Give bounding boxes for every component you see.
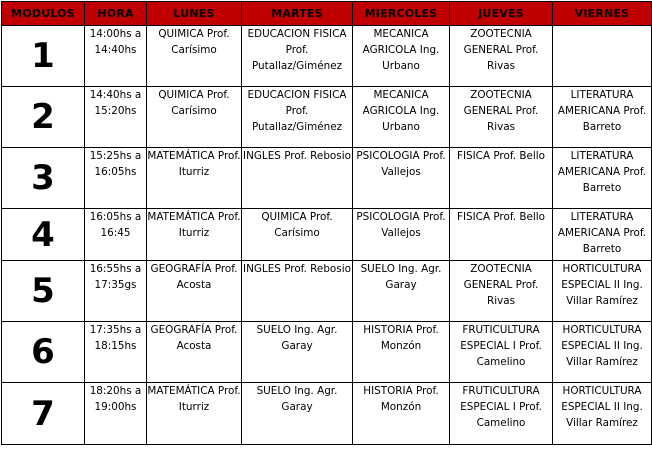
viernes-cell: HORTICULTURA ESPECIAL II Ing. Villar Ramírez [553, 322, 652, 383]
martes-cell: INGLES Prof. Rebosio [242, 261, 353, 322]
module-number: 1 [2, 26, 85, 87]
header-lunes: LUNES [147, 2, 242, 26]
table-row [2, 26, 652, 87]
header-row [2, 2, 652, 26]
table-row [2, 383, 652, 445]
martes-cell: EDUCACION FISICA Prof. Putallaz/Giménez [242, 26, 353, 87]
time-cell: 14:40hs a 15:20hs [85, 87, 147, 148]
time-cell: 17:35hs a 18:15hs [85, 322, 147, 383]
header-modulos: MODULOS [2, 2, 85, 26]
miercoles-cell: PSICOLOGIA Prof. Vallejos [353, 148, 450, 209]
time-cell: 16:05hs a 16:45 [85, 209, 147, 261]
time-cell: 14:00hs a 14:40hs [85, 26, 147, 87]
jueves-cell: FISICA Prof. Bello [450, 209, 553, 261]
class-schedule-table [1, 1, 652, 445]
martes-cell: SUELO Ing. Agr. Garay [242, 383, 353, 445]
header-jueves: JUEVES [450, 2, 553, 26]
miercoles-cell: PSICOLOGIA Prof. Vallejos [353, 209, 450, 261]
lunes-cell: QUIMICA Prof. Carísimo [147, 87, 242, 148]
martes-cell: EDUCACION FISICA Prof. Putallaz/Giménez [242, 87, 353, 148]
miercoles-cell: HISTORIA Prof. Monzón [353, 322, 450, 383]
viernes-cell: LITERATURA AMERICANA Prof. Barreto [553, 209, 652, 261]
lunes-cell: MATEMÁTICA Prof. Iturriz [147, 209, 242, 261]
module-number: 6 [2, 322, 85, 383]
miercoles-cell: HISTORIA Prof. Monzón [353, 383, 450, 445]
table-row [2, 322, 652, 383]
table-row [2, 148, 652, 209]
viernes-cell [553, 26, 652, 87]
jueves-cell: ZOOTECNIA GENERAL Prof. Rivas [450, 261, 553, 322]
martes-cell: INGLES Prof. Rebosio [242, 148, 353, 209]
time-cell: 16:55hs a 17:35gs [85, 261, 147, 322]
miercoles-cell: MECANICA AGRICOLA Ing. Urbano [353, 87, 450, 148]
lunes-cell: GEOGRAFÍA Prof. Acosta [147, 261, 242, 322]
viernes-cell: LITERATURA AMERICANA Prof. Barreto [553, 148, 652, 209]
lunes-cell: MATEMÁTICA Prof. Iturriz [147, 383, 242, 445]
lunes-cell: MATEMÁTICA Prof. Iturriz [147, 148, 242, 209]
jueves-cell: FISICA Prof. Bello [450, 148, 553, 209]
martes-cell: SUELO Ing. Agr. Garay [242, 322, 353, 383]
lunes-cell: QUIMICA Prof. Carísimo [147, 26, 242, 87]
header-miercoles: MIERCOLES [353, 2, 450, 26]
header-viernes: VIERNES [553, 2, 652, 26]
viernes-cell: HORTICULTURA ESPECIAL II Ing. Villar Ramírez [553, 383, 652, 445]
miercoles-cell: MECANICA AGRICOLA Ing. Urbano [353, 26, 450, 87]
viernes-cell: HORTICULTURA ESPECIAL II Ing. Villar Ramírez [553, 261, 652, 322]
jueves-cell: ZOOTECNIA GENERAL Prof. Rivas [450, 87, 553, 148]
viernes-cell: LITERATURA AMERICANA Prof. Barreto [553, 87, 652, 148]
module-number: 5 [2, 261, 85, 322]
time-cell: 15:25hs a 16:05hs [85, 148, 147, 209]
jueves-cell: FRUTICULTURA ESPECIAL I Prof. Camelino [450, 383, 553, 445]
table-row [2, 87, 652, 148]
module-number: 2 [2, 87, 85, 148]
header-hora: HORA [85, 2, 147, 26]
miercoles-cell: SUELO Ing. Agr. Garay [353, 261, 450, 322]
time-cell: 18:20hs a 19:00hs [85, 383, 147, 445]
module-number: 4 [2, 209, 85, 261]
martes-cell: QUIMICA Prof. Carísimo [242, 209, 353, 261]
module-number: 7 [2, 383, 85, 445]
header-martes: MARTES [242, 2, 353, 26]
table-row [2, 261, 652, 322]
jueves-cell: ZOOTECNIA GENERAL Prof. Rivas [450, 26, 553, 87]
module-number: 3 [2, 148, 85, 209]
lunes-cell: GEOGRAFÍA Prof. Acosta [147, 322, 242, 383]
table-row [2, 209, 652, 261]
jueves-cell: FRUTICULTURA ESPECIAL I Prof. Camelino [450, 322, 553, 383]
